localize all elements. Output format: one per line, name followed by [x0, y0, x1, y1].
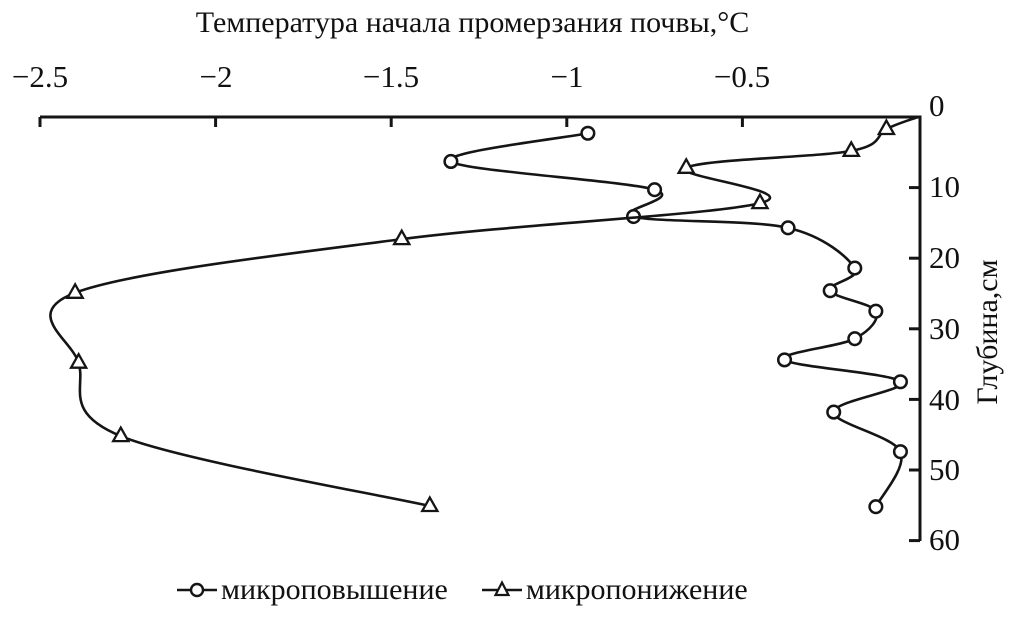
legend-label: микроповышение — [221, 573, 448, 606]
y-tick-label: 50 — [929, 452, 960, 487]
data-point-marker — [894, 375, 907, 388]
x-tick-label: −2.5 — [11, 59, 69, 94]
data-point-marker — [827, 406, 840, 419]
data-point-marker — [870, 305, 883, 318]
data-point-marker — [824, 284, 837, 297]
x-tick-label: −0.5 — [713, 59, 771, 94]
data-point-marker — [648, 183, 661, 196]
legend-entry-micro-depression — [481, 573, 748, 607]
y-tick-label: 20 — [929, 240, 960, 275]
y-tick-label: 60 — [929, 522, 960, 557]
series-line — [450, 133, 901, 506]
data-point-marker — [870, 500, 883, 513]
data-point-marker — [848, 332, 861, 345]
axes — [40, 116, 922, 542]
triangle-marker-icon — [481, 579, 523, 601]
series-micro-depression — [50, 117, 918, 511]
x-tick-label: −1.5 — [362, 59, 420, 94]
data-point-marker — [582, 127, 595, 140]
legend-entry-micro-elevation — [176, 573, 448, 607]
series-micro-elevation — [445, 127, 907, 513]
x-tick-label: −1 — [550, 59, 584, 94]
legend — [176, 573, 748, 607]
x-tick-label: −2 — [199, 59, 233, 94]
y-tick-label: 0 — [929, 88, 945, 123]
series-line — [50, 117, 918, 506]
data-point-marker — [894, 445, 907, 458]
legend-label: микропонижение — [525, 573, 748, 606]
data-point-marker — [445, 155, 458, 168]
chart-title: Температура начала промерзания почвы,°C — [195, 6, 750, 39]
data-point-marker — [778, 354, 791, 367]
y-tick-label: 30 — [929, 311, 960, 346]
y-axis-title: Глубина,см — [971, 259, 1004, 405]
data-point-marker — [848, 262, 861, 275]
y-tick-label: 40 — [929, 382, 960, 417]
circle-marker-icon — [176, 579, 218, 601]
data-point-marker — [782, 222, 795, 235]
y-tick-label: 10 — [929, 169, 960, 204]
data-point-marker — [71, 354, 86, 368]
